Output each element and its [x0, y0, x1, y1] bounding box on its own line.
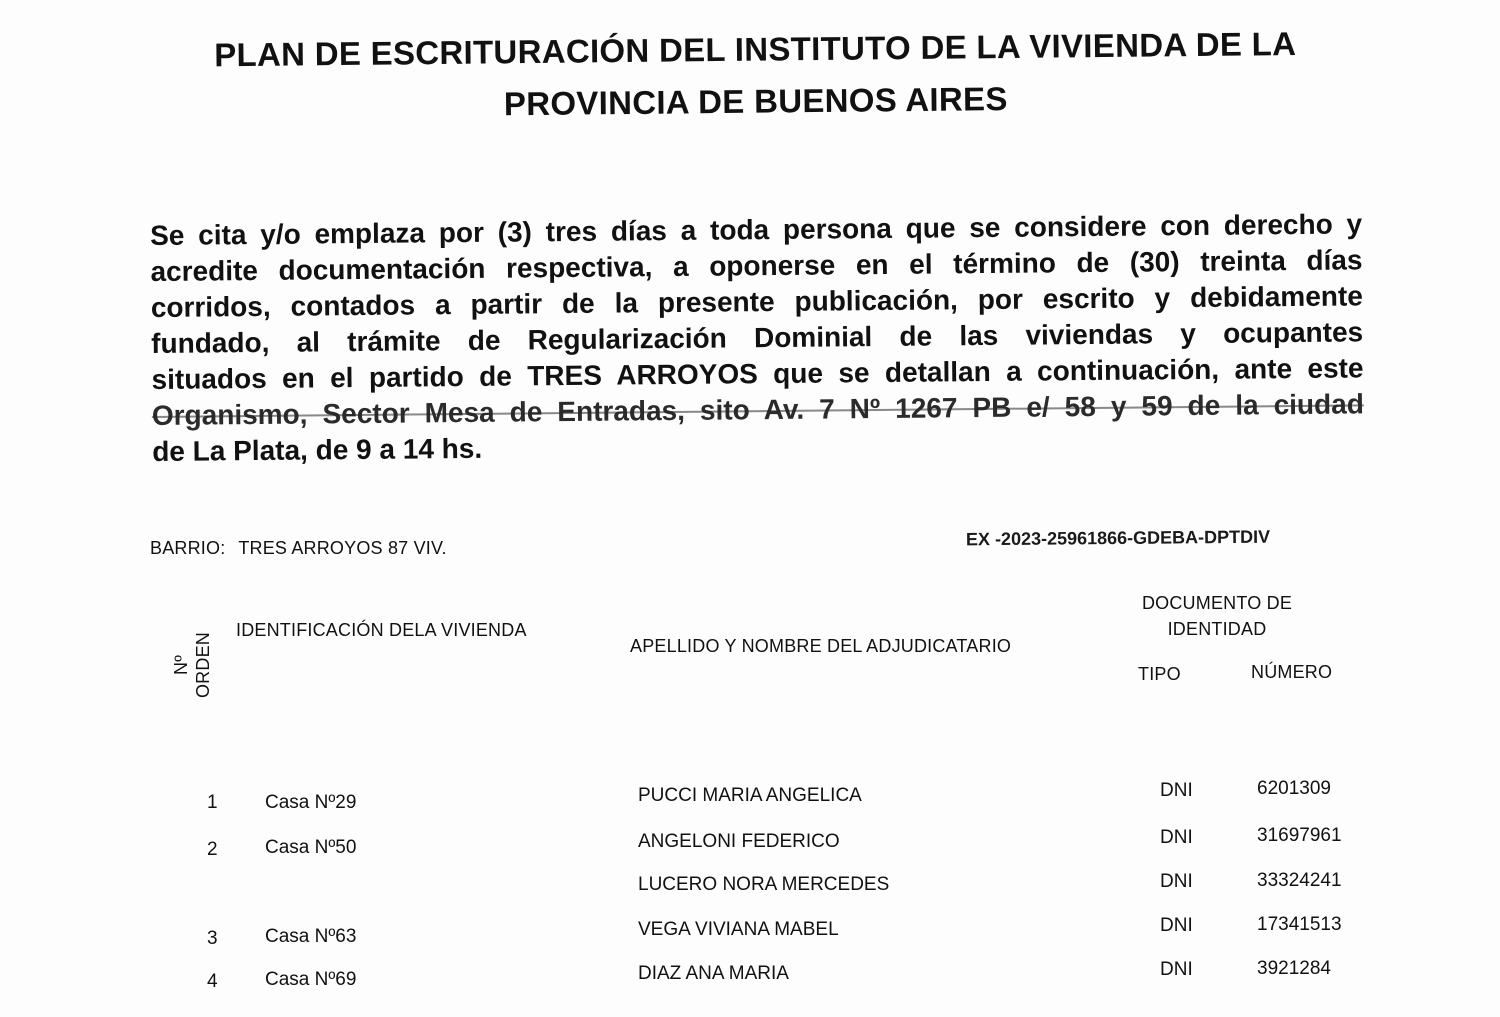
notice-line: fundado, al trámite de Regularización Dominial de las viviendas y ocupantes — [151, 316, 1364, 359]
row-nombre: ANGELONI FEDERICO — [638, 831, 840, 852]
row-numero: 6201309 — [1257, 778, 1331, 799]
row-numero: 17341513 — [1257, 914, 1342, 935]
table-row — [0, 825, 1500, 866]
row-nombre: LUCERO NORA MERCEDES — [638, 874, 890, 895]
row-orden: 1 — [207, 792, 218, 813]
row-numero: 31697961 — [1257, 825, 1342, 846]
title-line-1: PLAN DE ESCRITURACIÓN DEL INSTITUTO DE LA VIVIENDA DE LA — [214, 24, 1297, 74]
table-row — [0, 914, 1500, 954]
row-tipo: DNI — [1160, 915, 1193, 936]
expediente-number: EX -2023-25961866-GDEBA-DPTDIV — [965, 526, 1271, 550]
row-numero: 33324241 — [1257, 870, 1342, 891]
row-tipo: DNI — [1160, 871, 1193, 892]
header-tipo: TIPO — [1138, 664, 1181, 684]
row-nombre: VEGA VIVIANA MABEL — [638, 919, 839, 940]
row-vivienda: Casa Nº29 — [265, 792, 357, 813]
barrio-label: BARRIO: — [150, 538, 226, 558]
header-orden-line-1: Nº — [171, 655, 191, 675]
row-tipo: DNI — [1160, 780, 1193, 801]
header-adjudicatario: APELLIDO Y NOMBRE DEL ADJUDICATARIO — [630, 636, 1012, 656]
document-title — [150, 17, 1361, 134]
barrio — [150, 538, 447, 559]
notice-line: corridos, contados a partir de la presente publicación, por escrito y debidamente — [150, 280, 1363, 323]
notice-line: acredite documentación respectiva, a oponerse en el término de (30) treinta días — [150, 244, 1363, 287]
notice-line: situados en el partido de TRES ARROYOS que se detallan a continuación, ante este — [151, 352, 1364, 395]
row-tipo: DNI — [1160, 959, 1193, 980]
notice-paragraph — [150, 206, 1364, 470]
header-documento-line-1: DOCUMENTO DE — [1141, 593, 1293, 613]
table-row — [0, 870, 1500, 910]
row-vivienda: Casa Nº69 — [265, 969, 357, 990]
title-line-2: PROVINCIA DE BUENOS AIRES — [503, 80, 1008, 123]
row-orden: 3 — [207, 928, 218, 949]
row-tipo: DNI — [1160, 827, 1193, 848]
header-vivienda: IDENTIFICACIÓN DELA VIVIENDA — [236, 620, 527, 640]
row-nombre: PUCCI MARIA ANGELICA — [638, 785, 862, 806]
header-orden-line-2: ORDEN — [193, 632, 213, 699]
header-documento-line-2: IDENTIDAD — [1167, 619, 1267, 639]
row-orden: 2 — [207, 839, 218, 860]
header-orden — [170, 620, 218, 710]
row-orden: 4 — [207, 971, 218, 992]
row-numero: 3921284 — [1257, 958, 1331, 979]
table-row — [0, 958, 1500, 998]
barrio-value: TRES ARROYOS 87 VIV. — [238, 538, 447, 558]
notice-line: Se cita y/o emplaza por (3) tres días a toda persona que se considere con derecho y — [150, 208, 1363, 251]
notice-line: Organismo, Sector Mesa de Entradas, sito Av. 7 Nº 1267 PB e/ 58 y 59 de la ciudad — [151, 388, 1364, 431]
row-vivienda: Casa Nº50 — [265, 837, 357, 858]
notice-line: de La Plata, de 9 a 14 hs. — [152, 432, 483, 467]
row-vivienda: Casa Nº63 — [265, 926, 357, 947]
table-row — [0, 778, 1500, 818]
header-numero: NÚMERO — [1251, 662, 1333, 682]
row-nombre: DIAZ ANA MARIA — [638, 963, 789, 984]
header-documento — [1120, 590, 1314, 642]
